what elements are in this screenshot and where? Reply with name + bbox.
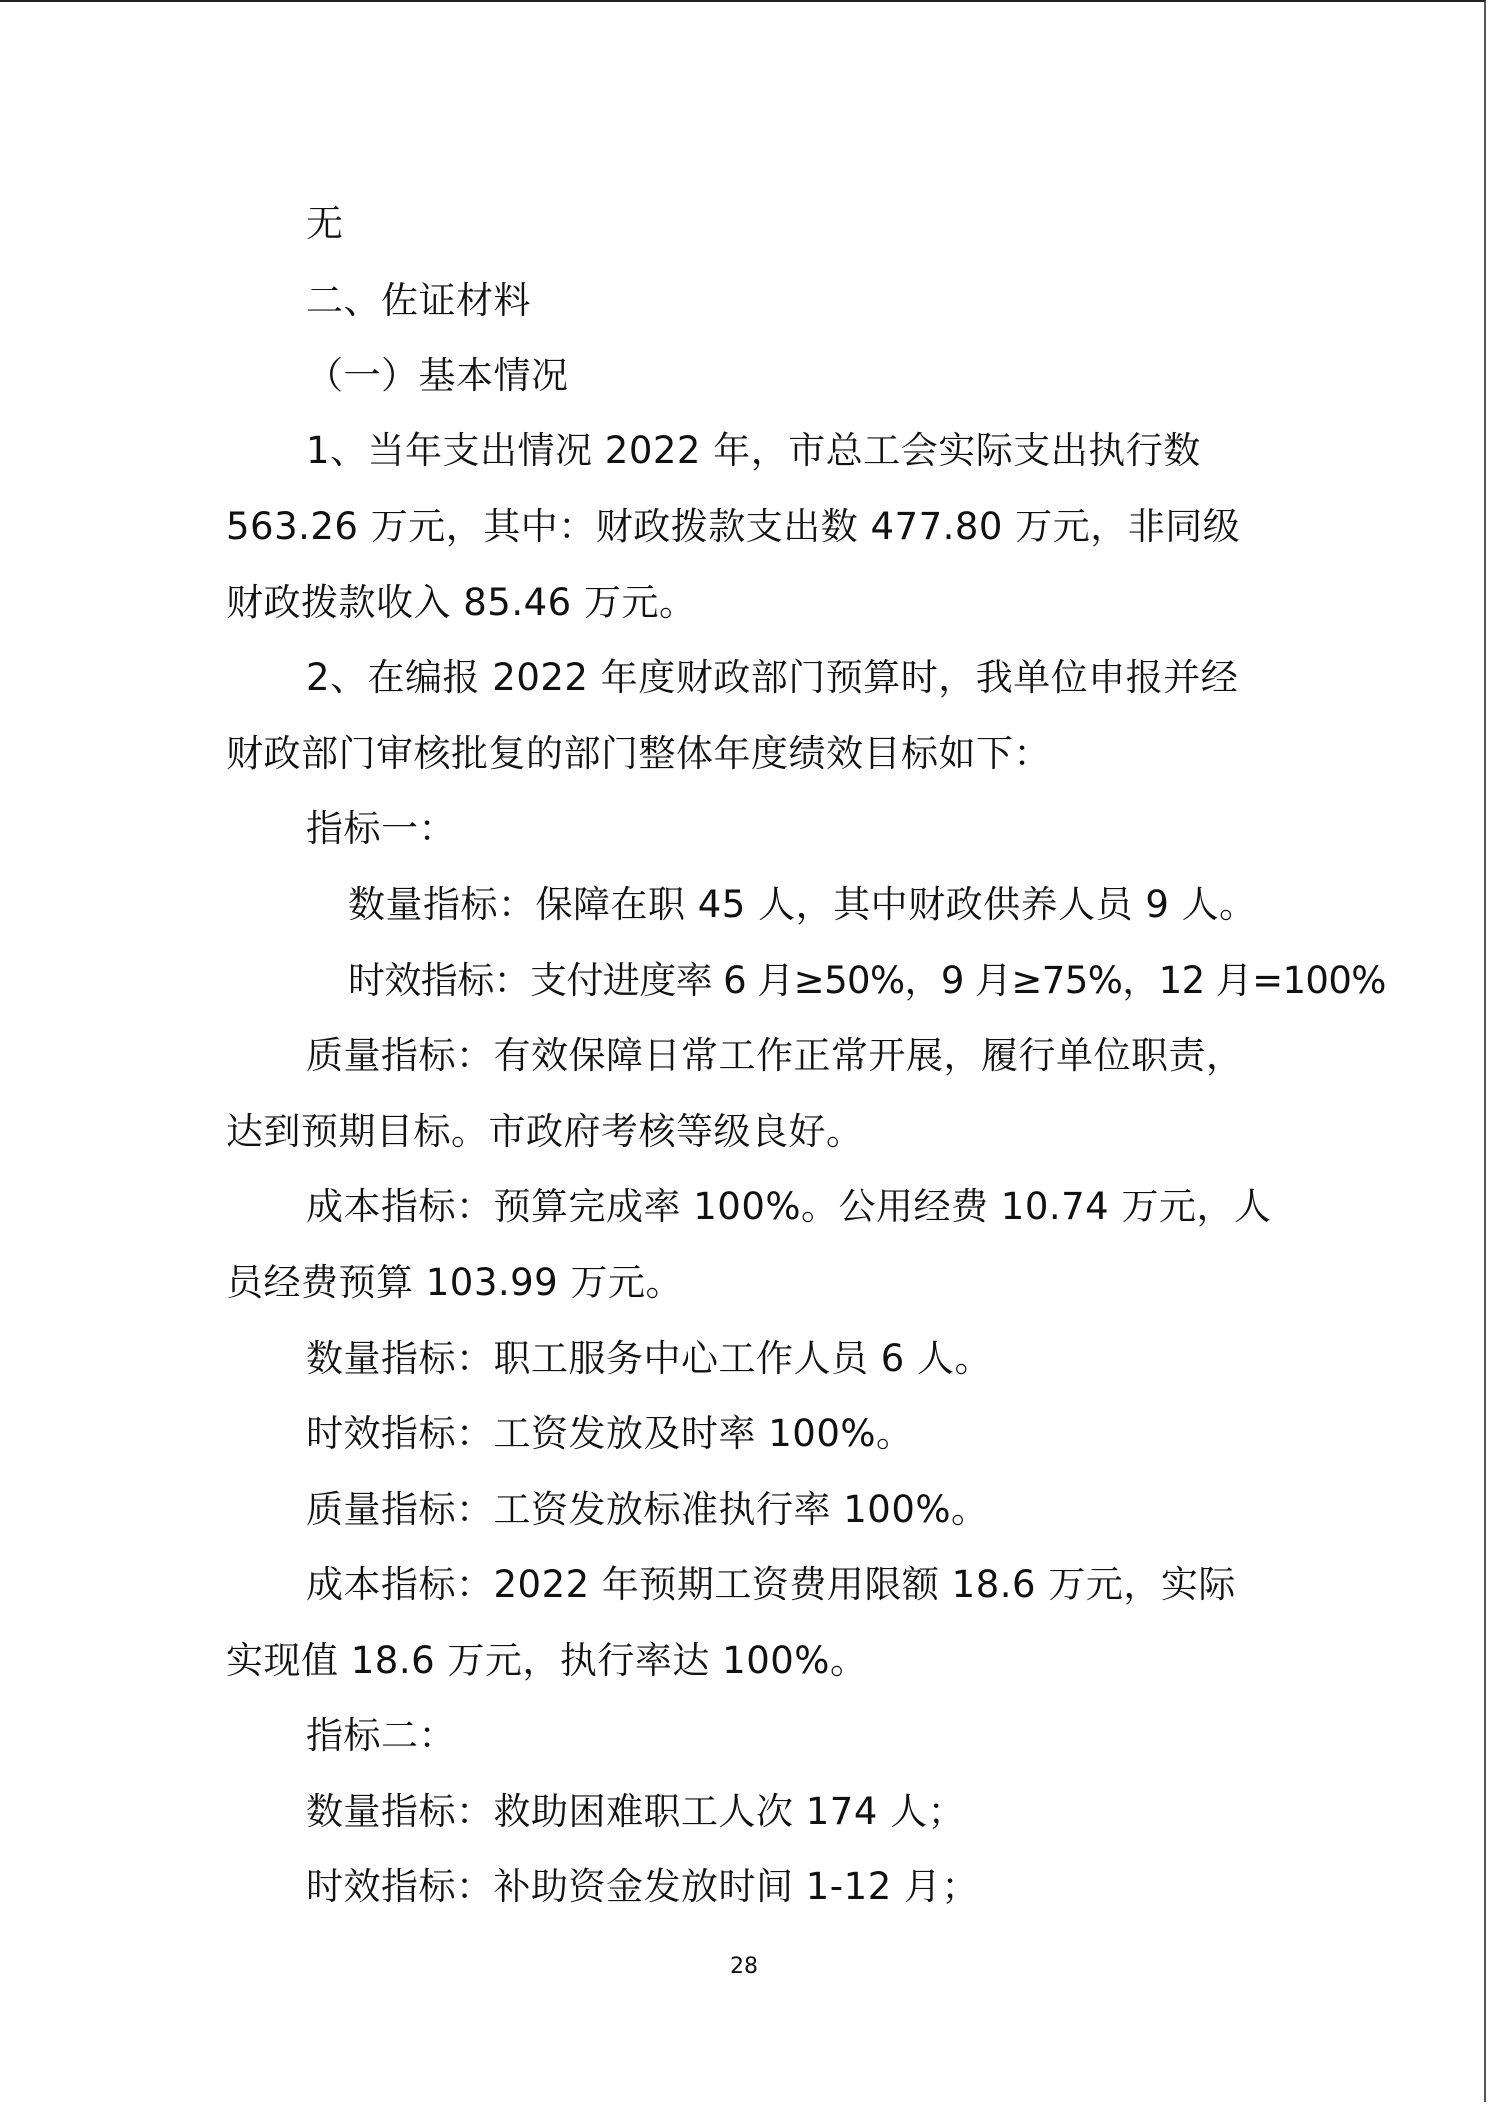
indicator-line: 数量指标：职工服务中心工作人员 6 人。 <box>306 1337 993 1380</box>
indicator-line: 数量指标：保障在职 45 人，其中财政供养人员 9 人。 <box>348 883 1257 926</box>
text-line-none: 无 <box>306 202 344 245</box>
indicator-line: 实现值 18.6 万元，执行率达 100%。 <box>226 1639 868 1682</box>
paragraph-line: 财政部门审核批复的部门整体年度绩效目标如下： <box>226 732 1051 775</box>
indicator-line: 时效指标：补助资金发放时间 1-12 月； <box>306 1865 979 1908</box>
paragraph-line: 2、在编报 2022 年度财政部门预算时，我单位申报并经 <box>306 656 1239 699</box>
indicator-heading: 指标一： <box>306 807 456 850</box>
page-number: 28 <box>730 1954 758 1979</box>
indicator-line: 时效指标：工资发放及时率 100%。 <box>306 1412 914 1455</box>
indicator-line: 数量指标：救助困难职工人次 174 人； <box>306 1790 966 1833</box>
indicator-line: 达到预期目标。市政府考核等级良好。 <box>226 1110 864 1153</box>
indicator-line: 质量指标：工资发放标准执行率 100%。 <box>306 1488 989 1531</box>
indicator-heading: 指标二： <box>306 1714 456 1757</box>
paragraph-line: 1、当年支出情况 2022 年，市总工会实际支出执行数 <box>306 429 1201 472</box>
section-heading-evidence: 二、佐证材料 <box>306 279 531 322</box>
paragraph-line: 财政拨款收入 85.46 万元。 <box>226 581 697 624</box>
indicator-line: 员经费预算 103.99 万元。 <box>226 1261 683 1304</box>
indicator-line: 成本指标：预算完成率 100%。公用经费 10.74 万元，人 <box>306 1185 1272 1228</box>
indicator-line: 质量指标：有效保障日常工作正常开展，履行单位职责， <box>306 1034 1244 1077</box>
paragraph-line: 563.26 万元，其中：财政拨款支出数 477.80 万元，非同级 <box>226 505 1241 548</box>
subsection-heading-basic: （一）基本情况 <box>306 354 569 397</box>
indicator-line: 时效指标：支付进度率 6 月≥50%，9 月≥75%，12 月=100% <box>348 959 1386 1002</box>
indicator-line: 成本指标：2022 年预期工资费用限额 18.6 万元，实际 <box>306 1563 1236 1606</box>
